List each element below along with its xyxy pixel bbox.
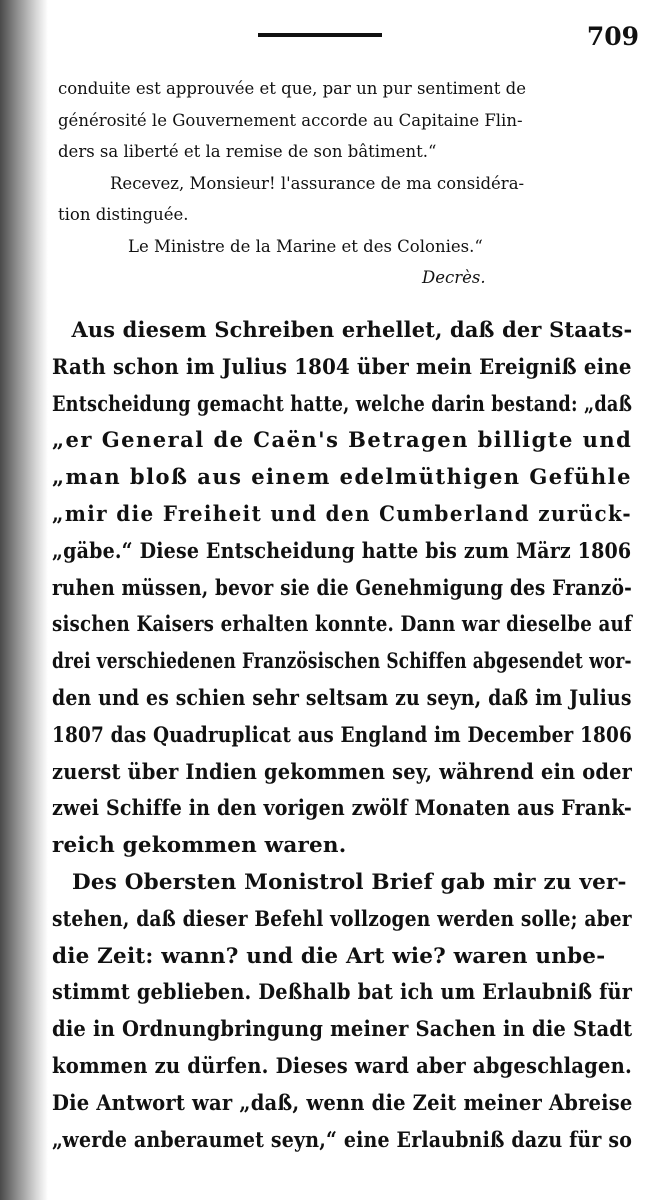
text-line: Entscheidung gemacht hatte, welche darin bestand: „daß bbox=[52, 391, 633, 417]
text-line: Aus diesem Schreiben erhellet, daß der Staats- bbox=[71, 318, 633, 343]
text-line: Die Antwort war „daß, wenn die Zeit meiner Abreise bbox=[52, 1090, 633, 1116]
french-letter-excerpt bbox=[58, 73, 638, 294]
german-body-text bbox=[52, 313, 632, 1159]
french-line: tion distinguée. bbox=[58, 205, 189, 224]
text-line: sischen Kaisers erhalten konnte. Dann war dieselbe auf bbox=[52, 612, 632, 638]
text-line: Rath schon im Julius 1804 über mein Ereigniß eine bbox=[52, 354, 632, 380]
text-line: ruhen müssen, bevor sie die Genehmigung des Franzö- bbox=[52, 575, 633, 601]
letter-signature-title: Le Ministre de la Marine et des Colonies.“ bbox=[128, 236, 483, 256]
text-line: „mir die Freiheit und den Cumberland zurück- bbox=[52, 501, 632, 527]
text-line: „er General de Caën's Betragen billigte und bbox=[52, 428, 633, 454]
text-line: kommen zu dürfen. Dieses ward aber abgeschlagen. bbox=[52, 1053, 632, 1079]
french-line: conduite est approuvée et que, par un pur sentiment de bbox=[58, 79, 526, 98]
text-line: Des Obersten Monistrol Brief gab mir zu ver- bbox=[72, 869, 627, 895]
text-line: „man bloß aus einem edelmüthigen Gefühle bbox=[52, 465, 632, 491]
french-line: ders sa liberté et la remise de son bâtiment.“ bbox=[58, 142, 437, 161]
text-line: „werde anberaumet seyn,“ eine Erlaubniß dazu für so bbox=[52, 1127, 633, 1153]
french-line: Recevez, Monsieur! l'assurance de ma considéra- bbox=[110, 173, 525, 193]
page-number: 709 bbox=[586, 22, 639, 51]
text-line: zwei Schiffe in den vorigen zwölf Monaten aus Frank- bbox=[52, 796, 632, 822]
text-line: „gäbe.“ Diese Entscheidung hatte bis zum März 1806 bbox=[52, 538, 632, 564]
text-line: stehen, daß dieser Befehl vollzogen werden solle; aber bbox=[52, 906, 632, 932]
text-line: 1807 das Quadruplicat aus England im December 1806 bbox=[52, 722, 633, 748]
french-line: générosité le Gouvernement accorde au Capitaine Flin- bbox=[58, 110, 523, 130]
binding-gutter-shadow bbox=[0, 0, 48, 1200]
text-line: den und es schien sehr seltsam zu seyn, daß im Julius bbox=[52, 685, 632, 711]
text-line: die in Ordnungbringung meiner Sachen in die Stadt bbox=[52, 1017, 633, 1043]
text-line: stimmt geblieben. Deßhalb bat ich um Erlaubniß für bbox=[52, 980, 633, 1006]
letter-signature-name: Decrès. bbox=[422, 268, 486, 287]
header-rule bbox=[258, 33, 382, 37]
text-line: drei verschiedenen Französischen Schiffen abgesendet wor- bbox=[52, 649, 632, 675]
text-line: die Zeit: wann? und die Art wie? waren unbe- bbox=[52, 943, 606, 969]
text-line: zuerst über Indien gekommen sey, während ein oder bbox=[52, 759, 633, 785]
text-line: reich gekommen waren. bbox=[52, 833, 347, 859]
